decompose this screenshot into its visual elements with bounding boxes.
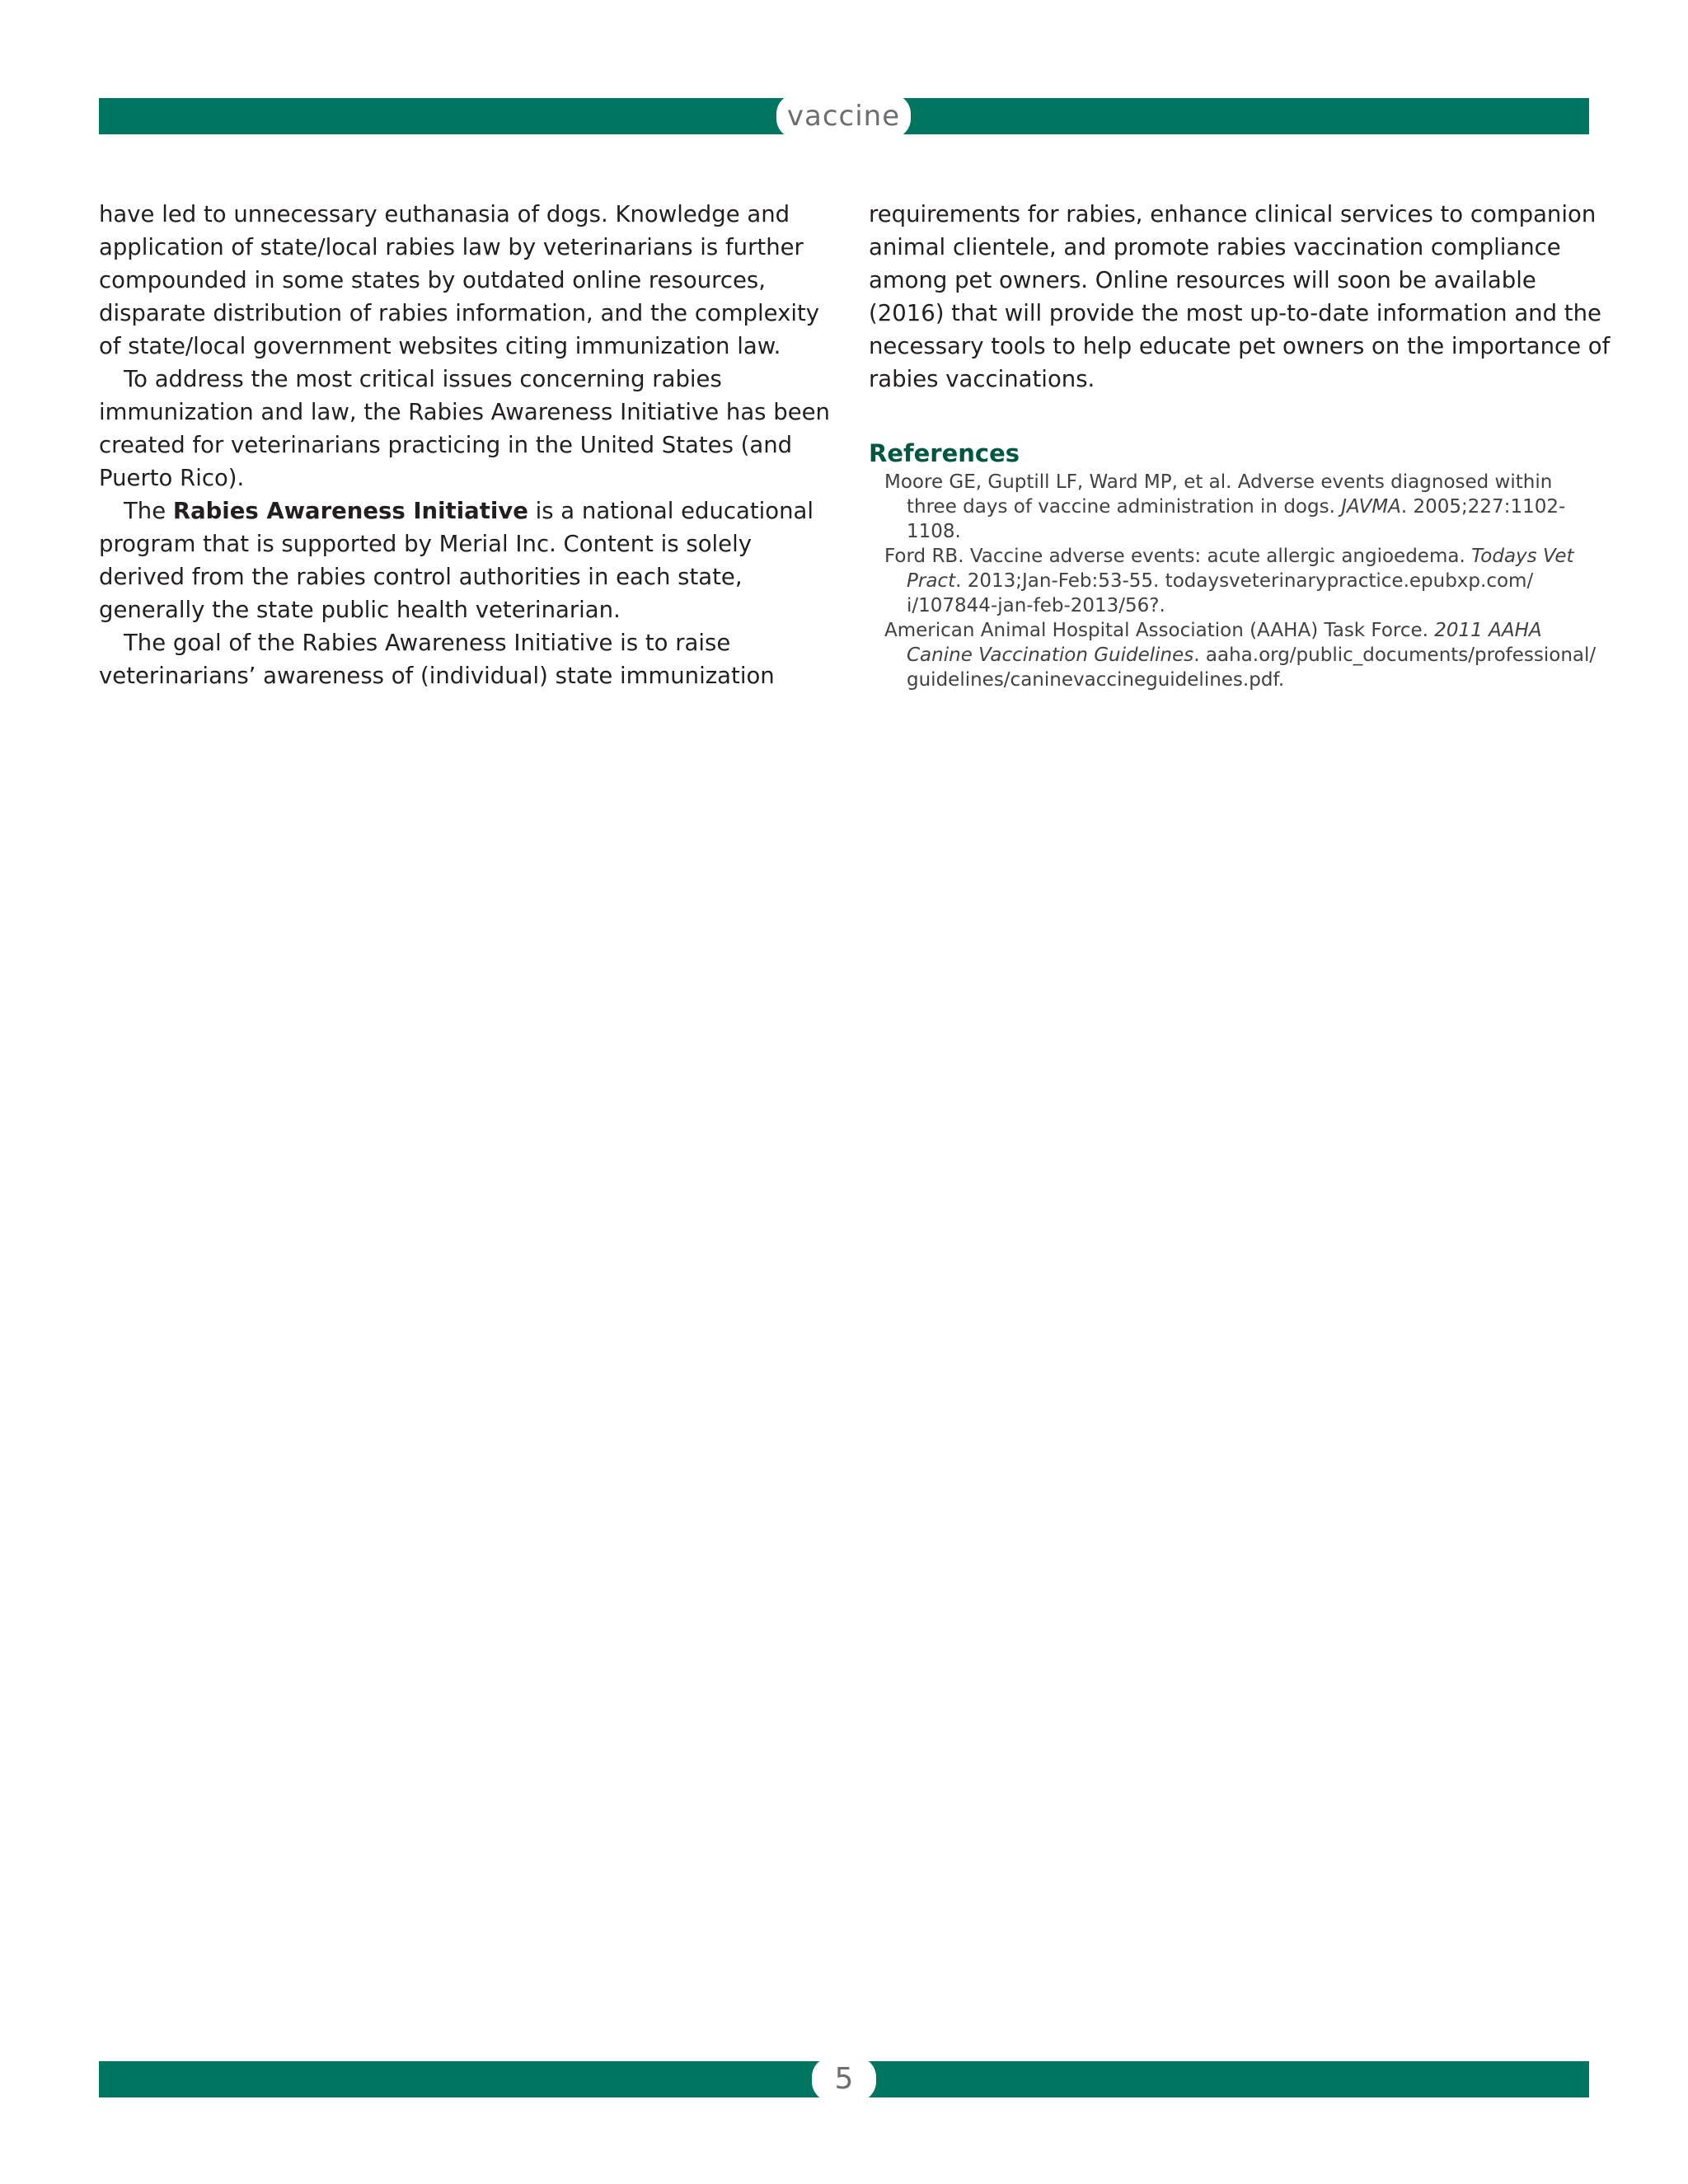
text-line: of state/local government websites citing immunization law. [99,333,781,359]
journal-title: Pract [907,570,956,592]
text-run: The [124,498,173,524]
text-run: . 2005;227:1102- [1400,496,1566,518]
text-line: i/107844-jan-feb-2013/56?. [907,595,1165,616]
text-line [907,643,1597,668]
text-line [99,494,814,527]
text-line: generally the state public health veterinarian. [99,597,621,623]
reference-list [869,470,1597,692]
text-line: compounded in some states by outdated online resources, [99,267,766,293]
text-line: have led to unnecessary euthanasia of dogs. Knowledge and [99,201,790,227]
text-line [884,618,1589,643]
text-line: among pet owners. Online resources will soon be available [869,267,1536,293]
text-line: disparate distribution of rabies information, and the complexity [99,300,820,326]
references-heading: References [869,439,1020,467]
text-run: . aaha.org/public_documents/professional/ [1193,644,1597,666]
text-line: animal clientele, and promote rabies vaccination compliance [869,234,1561,260]
paragraph-3 [99,494,814,626]
initiative-name: Rabies Awareness Initiative [172,498,528,524]
text-line: veterinarians’ awareness of (individual) state immunization [99,663,775,689]
text-run: Ford RB. Vaccine adverse events: acute allergic angioedema. [884,546,1472,567]
text-run: . 2013;Jan-Feb:53-55. todaysveterinarypractice.epubxp.com/ [955,570,1534,592]
paragraph-2 [99,363,830,494]
paragraph-5 [869,198,1611,396]
text-line: To address the most critical issues concerning rabies [124,366,722,392]
text-line: program that is supported by Merial Inc. Content is solely [99,531,753,557]
text-line: guidelines/caninevaccineguidelines.pdf. [907,669,1285,691]
text-line: The goal of the Rabies Awareness Initiative is to raise [124,630,731,656]
text-line: (2016) that will provide the most up-to-date information and the [869,300,1601,326]
section-label: vaccine [776,94,911,138]
text-line: necessary tools to help educate pet owners on the importance of [869,333,1611,359]
text-line [907,494,1589,519]
reference-item [869,544,1589,618]
text-line: derived from the rabies control authorities in each state, [99,564,743,590]
journal-title: Todays Vet [1471,546,1574,567]
left-column [99,198,830,692]
text-run: is a national educational [528,498,814,524]
paragraph-4 [99,626,799,692]
reference-item [869,618,1597,692]
text-line: Moore GE, Guptill LF, Ward MP, et al. Adverse events diagnosed within [884,471,1553,493]
paragraph-1 [99,198,820,363]
text-line [884,544,1589,569]
guideline-title: Canine Vaccination Guidelines [907,644,1194,666]
page-number: 5 [812,2057,876,2102]
text-line: rabies vaccinations. [869,366,1095,392]
text-line [907,569,1589,593]
text-line: Puerto Rico). [99,465,245,491]
guideline-title: 2011 AAHA [1434,620,1542,641]
text-line: immunization and law, the Rabies Awareness Initiative has been [99,399,830,425]
text-line: application of state/local rabies law by veterinarians is further [99,234,804,260]
text-run: three days of vaccine administration in dogs. [907,496,1342,518]
text-line: created for veterinarians practicing in the United States (and [99,432,793,458]
text-line: 1108. [907,521,961,542]
reference-item [869,470,1589,544]
text-line: requirements for rabies, enhance clinical services to companion [869,201,1597,227]
right-column [869,198,1611,692]
journal-title: JAVMA [1341,496,1401,518]
text-run: American Animal Hospital Association (AAHA) Task Force. [884,620,1435,641]
